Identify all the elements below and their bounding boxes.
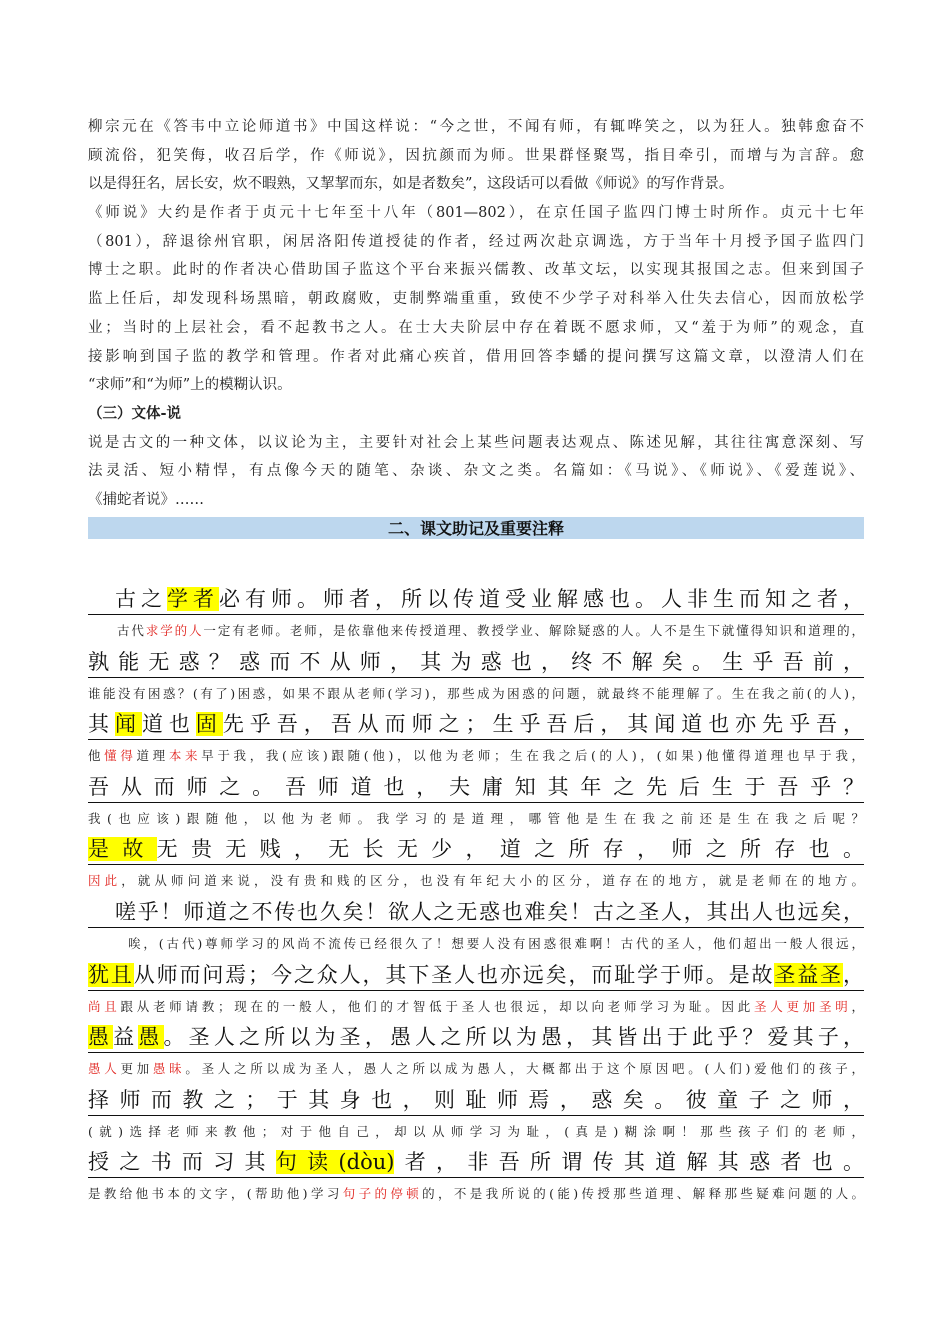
text-segment: 跟从老师请教；现在的一般人，他们的才智低于圣人也很远，却以向老师学习为耻。因此 bbox=[120, 998, 754, 1014]
text-segment: ，就从师问道来说，没有贵和贱的区分，也没有年纪大小的区分，道存在的地方，就是老师在的地方。 bbox=[121, 873, 864, 889]
annotated-meaning: 因此 bbox=[88, 873, 122, 889]
translation-line bbox=[88, 678, 864, 709]
original-text-line bbox=[88, 1086, 864, 1116]
passage-line-pair bbox=[88, 648, 864, 711]
annotated-meaning: 懂得 bbox=[104, 748, 137, 764]
text-line: 博士之职。此时的作者决心借助国子监这个平台来振兴儒教、改革文坛，以实现其报国之志。但来到国子 bbox=[88, 262, 864, 279]
text-line: 柳宗元在《答韦中立论师道书》中国这样说：“今之世，不闻有师，有辄哗笑之，以为狂人。独韩愈奋不 bbox=[88, 119, 864, 135]
text-segment: 古代 bbox=[117, 623, 146, 638]
passage-line-pair bbox=[88, 585, 864, 648]
annotated-passage bbox=[88, 585, 864, 1211]
translation-line bbox=[88, 1116, 864, 1147]
original-text-line bbox=[88, 585, 864, 615]
passage-line-pair bbox=[88, 710, 864, 773]
text-segment: 授之书而习其 bbox=[88, 1150, 276, 1175]
passage-line-pair bbox=[88, 1023, 864, 1086]
annotated-meaning: 句子的停顿 bbox=[342, 1186, 423, 1202]
text-segment: 早于我，我(应该)跟随(他)，以他为老师；生在我之后(的人)，(如果)他懂得道理也早于我， bbox=[201, 748, 864, 764]
original-text-line bbox=[88, 1023, 864, 1053]
text-line: “求师”和“为师”上的模糊认识。 bbox=[88, 377, 292, 394]
original-text-line bbox=[88, 835, 864, 865]
genre-heading: （三）文体-说 bbox=[88, 405, 182, 422]
text-line: 以是得狂名，居长安，炊不暇熟，又挈挈而东，如是者数矣”，这段话可以看做《师说》的写作背景。 bbox=[88, 176, 734, 193]
text-line: （801），辞退徐州官职，闲居洛阳传道授徒的作者，经过两次赴京调选，方于当年十月授予国子监四门 bbox=[88, 233, 864, 250]
original-text-line bbox=[88, 648, 864, 678]
highlighted-term: 句读(dòu) bbox=[275, 1150, 395, 1175]
text-segment: 先乎吾，吾从而师之；生乎吾后，其闻道也亦先乎吾， bbox=[222, 712, 865, 737]
original-text-line bbox=[88, 710, 864, 740]
text-segment: 古之 bbox=[115, 587, 167, 611]
annotated-meaning: 本来 bbox=[168, 748, 202, 764]
passage-line-pair bbox=[88, 961, 864, 1024]
text-segment: 择师而教之；于其身也，则耻师焉，惑矣。彼童子之师， bbox=[88, 1087, 864, 1112]
text-segment: ， bbox=[843, 962, 865, 987]
translation-line bbox=[88, 1053, 864, 1084]
text-segment: 唉，(古代)尊师学习的风尚不流传已经很久了！想要人没有困惑很难啊！古代的圣人，他们超出一般人很远， bbox=[128, 935, 864, 951]
text-line: 监上任后，却发现科场黑暗，朝政腐败，吏制弊端重重，致使不少学子对科举入仕失去信心，因而放松学 bbox=[88, 291, 864, 308]
text-segment: 孰能无惑？惑而不从师，其为惑也，终不解矣。生乎吾前， bbox=[88, 649, 864, 674]
text-segment: 益 bbox=[113, 1025, 139, 1050]
text-segment: 谁能没有困惑？(有了)困惑，如果不跟从老师(学习)，那些成为困惑的问题，就最终不能理解了。生在我之前(的人)， bbox=[88, 685, 864, 701]
highlighted-term: 固 bbox=[195, 712, 223, 737]
translation-line bbox=[88, 865, 864, 896]
passage-line-pair bbox=[88, 835, 864, 898]
passage-line-pair bbox=[88, 773, 864, 836]
highlighted-term: 闻 bbox=[114, 712, 142, 737]
text-line: 接影响到国子监的教学和管理。作者对此痛心疾首，借用回答李蟠的提问撰写这篇文章，以澄清人们在 bbox=[88, 348, 864, 365]
text-segment: 其 bbox=[88, 712, 115, 737]
text-segment: 更加 bbox=[120, 1061, 153, 1077]
text-line: 说是古文的一种文体，以议论为主，主要针对社会上某些问题表达观点、陈述见解，其往往寓意深刻、写 bbox=[88, 434, 864, 451]
text-segment: 他 bbox=[88, 748, 105, 764]
background-paragraph bbox=[88, 113, 864, 400]
text-line: 业；当时的上层社会，看不起教书之人。在士大夫阶层中存在着既不愿求师，又“羞于为师”的观念，直 bbox=[88, 319, 864, 336]
translation-line bbox=[88, 615, 864, 646]
text-segment: 无贵无贱，无长无少，道之所存，师之所存也。 bbox=[156, 837, 865, 862]
annotated-meaning: 愚昧 bbox=[152, 1061, 186, 1077]
text-segment: 的，不是我所说的(能)传授那些道理、解释那些疑难问题的人。 bbox=[422, 1186, 864, 1202]
highlighted-term: 犹且 bbox=[88, 962, 134, 987]
text-line: 《捕蛇者说》…… bbox=[88, 491, 204, 508]
passage-line-pair bbox=[88, 1148, 864, 1211]
text-segment: 是教给他书本的文字，(帮助他)学习 bbox=[88, 1186, 343, 1202]
original-text-line bbox=[88, 961, 864, 991]
text-segment: 必有师。师者，所以传道受业解感也。人非生而知之者， bbox=[219, 587, 864, 611]
original-text-line bbox=[88, 898, 864, 928]
text-segment: 。圣人之所以为圣，愚人之所以为愚，其皆出于此乎？爱其子， bbox=[163, 1025, 865, 1050]
text-segment: (就)选择老师来教他；对于他自己，却以从师学习为耻，(真是)糊涂啊！那些孩子们的老师， bbox=[88, 1123, 864, 1139]
text-line: 顾流俗，犯笑侮，收召后学，作《师说》，因抗颜而为师。世果群怪聚骂，指目牵引，而增与为言辞。愈 bbox=[88, 147, 864, 164]
document-body bbox=[88, 113, 864, 515]
passage-line-pair bbox=[88, 898, 864, 961]
highlighted-term: 愚 bbox=[138, 1025, 164, 1050]
highlighted-term: 圣益圣 bbox=[774, 962, 844, 987]
text-segment: ， bbox=[851, 998, 864, 1014]
original-text-line bbox=[88, 1148, 864, 1178]
translation-line bbox=[88, 991, 864, 1022]
highlighted-term: 学者 bbox=[167, 587, 219, 611]
annotated-meaning: 圣人更加圣明 bbox=[754, 998, 852, 1014]
genre-paragraph bbox=[88, 429, 864, 515]
highlighted-term: 愚 bbox=[88, 1025, 114, 1050]
text-segment: 我(也应该)跟随他，以他为老师。我学习的是道理，哪管他是生在我之前还是生在我之后呢？ bbox=[88, 810, 864, 826]
text-segment: 。圣人之所以成为圣人，愚人之所以成为愚人，大概都出于这个原因吧。(人们)爱他们的孩子， bbox=[185, 1061, 864, 1077]
text-segment: 从师而问焉；今之众人，其下圣人也亦远矣，而耻学于师。是故 bbox=[133, 962, 775, 987]
annotated-meaning: 求学的人 bbox=[145, 623, 204, 638]
text-segment: 者，非吾所谓传其道解其惑者也。 bbox=[394, 1150, 865, 1175]
highlighted-term: 是故 bbox=[88, 837, 157, 862]
annotated-meaning: 尚且 bbox=[88, 998, 121, 1014]
translation-line bbox=[88, 1178, 864, 1209]
text-line: 《师说》大约是作者于贞元十七年至十八年（801—802），在京任国子监四门博士时所作。贞元十七年 bbox=[88, 205, 864, 222]
translation-line bbox=[88, 803, 864, 834]
text-segment: 一定有老师。老师，是依靠他来传授道理、教授学业、解除疑惑的人。人不是生下就懂得知识和道理的， bbox=[203, 623, 864, 638]
annotated-meaning: 愚人 bbox=[88, 1061, 121, 1077]
text-segment: 道理 bbox=[136, 748, 169, 764]
text-segment: 吾从而师之。吾师道也，夫庸知其年之先后生于吾乎？ bbox=[88, 774, 864, 799]
text-line: 法灵活、短小精悍，有点像今天的随笔、杂谈、杂文之类。名篇如：《马说》、《师说》、《爱莲说》、 bbox=[88, 463, 864, 480]
text-segment: 嗟乎！师道之不传也久矣！欲人之无惑也难矣！古之圣人，其出人也远矣， bbox=[115, 899, 864, 924]
original-text-line bbox=[88, 773, 864, 803]
section-title-banner: 二、课文助记及重要注释 bbox=[88, 517, 864, 539]
translation-line bbox=[88, 740, 864, 771]
text-segment: 道也 bbox=[141, 712, 196, 737]
passage-line-pair bbox=[88, 1086, 864, 1149]
translation-line bbox=[88, 928, 864, 959]
